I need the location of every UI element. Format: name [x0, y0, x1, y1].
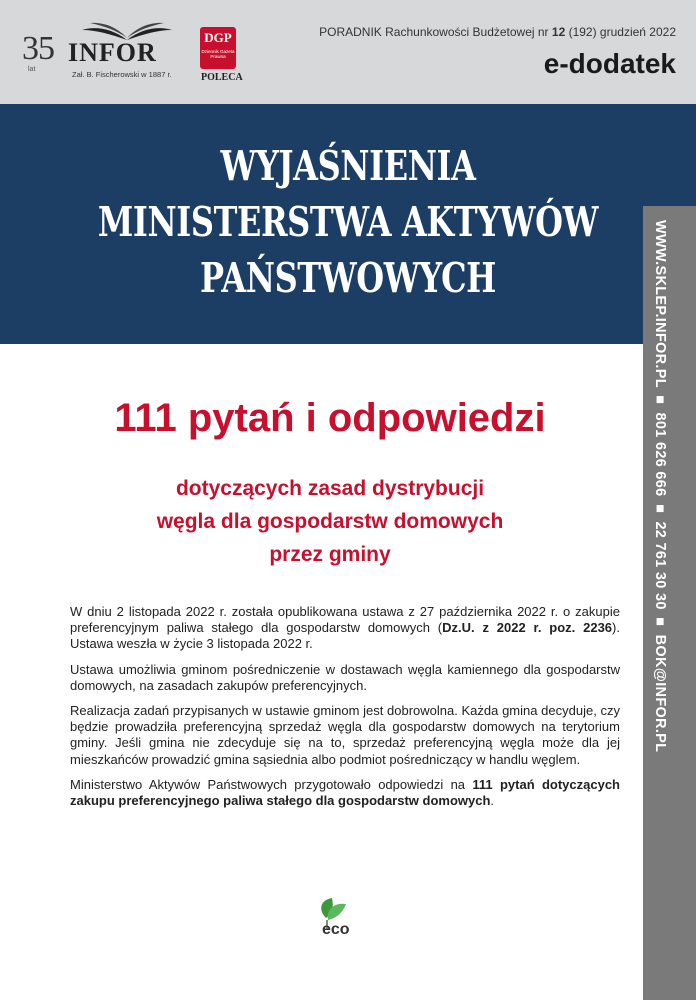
highlighted-topic: 111 pytań dotyczących zakupu preferencyjnego paliwa stałego dla gospodarstw domowych [70, 776, 620, 809]
subtitle-line-2: węgla dla gospodarstw domowych [156, 510, 504, 533]
legal-reference: Dz.U. z 2022 r. poz. 2236 [442, 620, 613, 636]
title-line-3: PAŃSTWOWYCH [199, 254, 496, 302]
intro-text [70, 604, 620, 818]
infor-35-years-logo: 35 [22, 30, 54, 67]
edition-label: e-dodatek [543, 48, 676, 79]
subtitle-details [20, 472, 640, 571]
infor-logo-tagline: Zał. B. Fischerowski w 1887 r. [72, 70, 172, 79]
dgp-logo-subtext: Dziennik Gazeta Prawna [201, 49, 235, 59]
issue-suffix: (192) grudzień 2022 [565, 25, 676, 39]
eco-label: eco [322, 921, 350, 938]
paragraph-3: Realizacja zadań przypisanych w ustawie gminom jest dobrowolna. Każda gmina decyduje, czy będzie prowadziła preferencyjną sprzedaż węgla dla gospodarstw domowych na terytorium gminy. Jeśli gmina nie zdecyduje się na to, sprzedaż preferencyjną węgla może dla jej mieszkańców prowadzić gmina sąsiednia albo podmiot pośredniczący w handlu węglem. [70, 703, 620, 767]
issue-info [319, 25, 676, 39]
contact-strip [643, 206, 696, 1000]
subtitle-main: 111 pytań i odpowiedzi [114, 396, 546, 440]
dgp-logo-text: DGP [204, 30, 232, 45]
paragraph-2: Ustawa umożliwia gminom pośredniczenie w dostawach węgla kamiennego dla gospodarstw domowych, na zasadach zakupów preferencyjnych. [70, 661, 620, 693]
contact-strip-text: WWW.SKLEP.INFOR.PL ■ 801 626 666 ■ 22 761 30 30 ■ BOK@INFOR.PL [652, 220, 668, 753]
infor-35-years-suffix: lat [28, 66, 36, 73]
dgp-logo [200, 27, 236, 69]
subtitle-line-3: przez gminy [269, 543, 391, 566]
infor-logo: INFOR [68, 38, 157, 67]
issue-number: 12 [551, 25, 566, 39]
dgp-poleca-label: POLECA [201, 72, 243, 83]
paragraph-1: W dniu 2 listopada 2022 r. została opublikowana ustawa z 27 października 2022 r. o zakupie preferencyjnym paliwa stałego dla gospodarstw domowych (Dz.U. z 2022 r. poz. 2236). Ustawa weszła w życie 3 listopada 2022 r. [70, 604, 620, 652]
subtitle-line-1: dotyczących zasad dystrybucji [175, 477, 485, 500]
issue-prefix: PORADNIK Rachunkowości Budżetowej nr [319, 25, 552, 39]
paragraph-4: Ministerstwo Aktywów Państwowych przygotowało odpowiedzi na 111 pytań dotyczących zakupu preferencyjnego paliwa stałego dla gospodarstw domowych. [70, 776, 620, 809]
title-line-1: WYJAŚNIENIA [220, 142, 476, 190]
title-line-2: MINISTERSTWA AKTYWÓW [97, 198, 599, 246]
document-title [77, 138, 620, 306]
eco-leaf-icon [312, 896, 382, 946]
